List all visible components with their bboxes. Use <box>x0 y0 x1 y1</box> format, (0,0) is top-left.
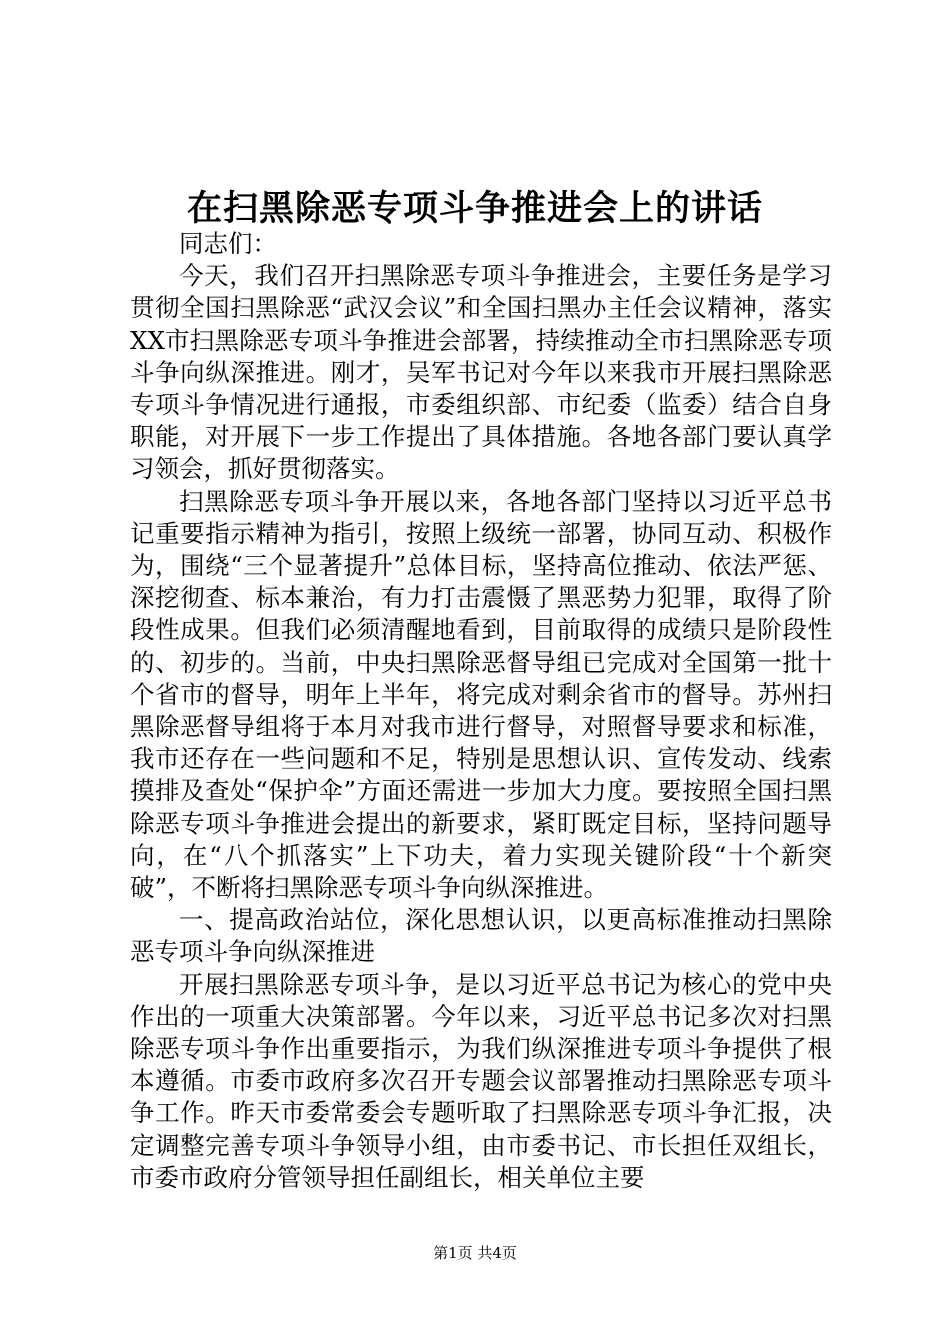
body-paragraph: 扫黑除恶专项斗争开展以来，各地各部门坚持以习近平总书记重要指示精神为指引，按照上级统一部署，协同互动、积极作为，围绕“三个显著提升”总体目标，坚持高位推动、依法严惩、深挖彻查、标本兼治，有力打击震慑了黑恶势力犯罪，取得了阶段性成果。但我们必须清醒地看到，目前取得的成绩只是阶段性的、初步的。当前，中央扫黑除恶督导组已完成对全国第一批十个省市的督导，明年上半年，将完成对剩余省市的督导。苏州扫黑除恶督导组将于本月对我市进行督导，对照督导要求和标准，我市还存在一些问题和不足，特别是思想认识、宣传发动、线索摸排及查处“保护伞”方面还需进一步加大力度。要按照全国扫黑除恶专项斗争推进会提出的新要求，紧盯既定目标，坚持问题导向，在“八个抓落实”上下功夫，着力实现关键阶段“十个新突破”，不断将扫黑除恶专项斗争向纵深推进。 <box>130 486 832 903</box>
page-number-footer: 第1页 共4页 <box>433 1244 517 1262</box>
document-title: 在扫黑除恶专项斗争推进会上的讲话 <box>186 188 763 229</box>
body-paragraph: 今天，我们召开扫黑除恶专项斗争推进会，主要任务是学习贯彻全国扫黑除恶“武汉会议”和全国扫黑办主任会议精神，落实XX市扫黑除恶专项斗争推进会部署，持续推动全市扫黑除恶专项斗争向纵深推进。刚才，吴军书记对今年以来我市开展扫黑除恶专项斗争情况进行通报，市委组织部、市纪委（监委）结合自身职能，对开展下一步工作提出了具体措施。各地各部门要认真学习领会，抓好贯彻落实。 <box>130 261 832 484</box>
body-paragraph: 开展扫黑除恶专项斗争，是以习近平总书记为核心的党中央作出的一项重大决策部署。今年以来，习近平总书记多次对扫黑除恶专项斗争作出重要指示，为我们纵深推进专项斗争提供了根本遵循。市委市政府多次召开专题会议部署推动扫黑除恶专项斗争工作。昨天市委常委会专题听取了扫黑除恶专项斗争汇报，决定调整完善专项斗争领导小组，由市委书记、市长担任双组长，市委市政府分管领导担任副组长，相关单位主要 <box>130 969 832 1192</box>
document-body <box>130 228 832 1194</box>
section-heading-paragraph: 一、提高政治站位，深化思想认识，以更高标准推动扫黑除恶专项斗争向纵深推进 <box>130 905 832 967</box>
salutation-paragraph: 同志们： <box>179 229 277 258</box>
